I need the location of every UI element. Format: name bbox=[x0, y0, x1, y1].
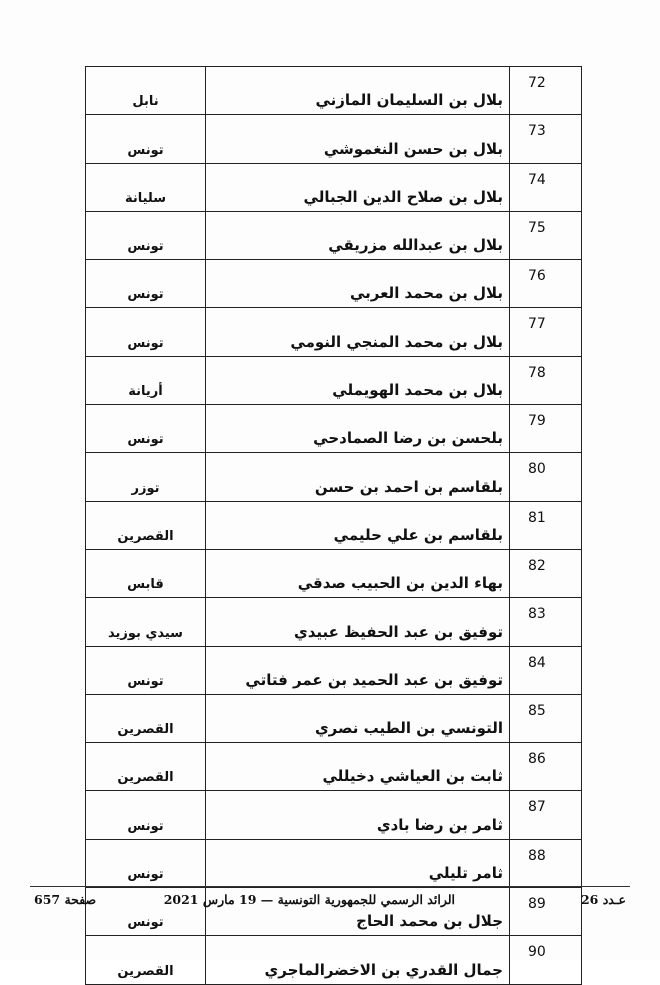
name-cell: بلال بن السليمان المازني bbox=[206, 67, 510, 115]
row-number-cell: 74 bbox=[510, 163, 582, 211]
name-cell: ثامر بن رضا بادي bbox=[206, 791, 510, 839]
city-cell: تونس bbox=[86, 888, 206, 936]
row-number-cell: 73 bbox=[510, 115, 582, 163]
name-cell: توفيق بن عبد الحفيظ عبيدي bbox=[206, 598, 510, 646]
row-number-cell: 78 bbox=[510, 356, 582, 404]
row-number-cell: 89 bbox=[510, 888, 582, 936]
row-number-cell: 72 bbox=[510, 67, 582, 115]
table-row bbox=[86, 791, 582, 839]
names-table bbox=[85, 66, 582, 985]
row-number-cell: 87 bbox=[510, 791, 582, 839]
table-row bbox=[86, 356, 582, 404]
city-cell: تونس bbox=[86, 646, 206, 694]
city-cell: تونس bbox=[86, 308, 206, 356]
city-cell: تونس bbox=[86, 115, 206, 163]
table-row bbox=[86, 308, 582, 356]
table-row bbox=[86, 694, 582, 742]
city-cell: تونس bbox=[86, 405, 206, 453]
row-number-cell: 90 bbox=[510, 936, 582, 984]
name-cell: ثابت بن العياشي دخيللي bbox=[206, 743, 510, 791]
city-cell: نابل bbox=[86, 67, 206, 115]
name-cell: بلحسن بن رضا الصمادحي bbox=[206, 405, 510, 453]
table-row bbox=[86, 163, 582, 211]
table-row bbox=[86, 453, 582, 501]
name-cell: بلال بن محمد الهويملي bbox=[206, 356, 510, 404]
row-number-cell: 83 bbox=[510, 598, 582, 646]
name-cell: بلال بن عبدالله مزريقي bbox=[206, 211, 510, 259]
city-cell: القصرين bbox=[86, 694, 206, 742]
table-row bbox=[86, 743, 582, 791]
name-cell: بلقاسم بن علي حليمي bbox=[206, 501, 510, 549]
name-cell: بلال بن حسن النغموشي bbox=[206, 115, 510, 163]
name-cell: بلال بن محمد المنجي النومي bbox=[206, 308, 510, 356]
footer-divider bbox=[30, 886, 630, 887]
name-cell: جمال القدري بن الاخضرالماجري bbox=[206, 936, 510, 984]
table-row bbox=[86, 646, 582, 694]
row-number-cell: 79 bbox=[510, 405, 582, 453]
row-number-cell: 76 bbox=[510, 260, 582, 308]
city-cell: القصرين bbox=[86, 936, 206, 984]
name-cell: ثامر تليلي bbox=[206, 839, 510, 887]
row-number-cell: 80 bbox=[510, 453, 582, 501]
table-row bbox=[86, 260, 582, 308]
publication-line bbox=[163, 892, 455, 907]
table-row bbox=[86, 549, 582, 597]
row-number-cell: 88 bbox=[510, 839, 582, 887]
city-cell: تونس bbox=[86, 260, 206, 308]
table-row bbox=[86, 598, 582, 646]
city-cell: تونس bbox=[86, 839, 206, 887]
name-cell: بلقاسم بن احمد بن حسن bbox=[206, 453, 510, 501]
row-number-cell: 85 bbox=[510, 694, 582, 742]
name-cell: التونسي بن الطيب نصري bbox=[206, 694, 510, 742]
city-cell: توزر bbox=[86, 453, 206, 501]
city-cell: أريانة bbox=[86, 356, 206, 404]
city-cell: القصرين bbox=[86, 501, 206, 549]
city-cell: تونس bbox=[86, 791, 206, 839]
city-cell: تونس bbox=[86, 211, 206, 259]
table-row bbox=[86, 115, 582, 163]
name-cell: جلال بن محمد الحاج bbox=[206, 888, 510, 936]
row-number-cell: 86 bbox=[510, 743, 582, 791]
name-cell: بلال بن محمد العربي bbox=[206, 260, 510, 308]
name-cell: توفيق بن عبد الحميد بن عمر فتاتي bbox=[206, 646, 510, 694]
row-number-cell: 82 bbox=[510, 549, 582, 597]
table-row bbox=[86, 405, 582, 453]
name-cell: بهاء الدين بن الحبيب صدقي bbox=[206, 549, 510, 597]
row-number-cell: 75 bbox=[510, 211, 582, 259]
publication-dash: — bbox=[260, 892, 274, 907]
issue-number: عـدد 26 bbox=[580, 892, 626, 907]
table-row bbox=[86, 211, 582, 259]
table-row bbox=[86, 501, 582, 549]
city-cell: سليانة bbox=[86, 163, 206, 211]
table-row bbox=[86, 67, 582, 115]
row-number-cell: 77 bbox=[510, 308, 582, 356]
row-number-cell: 84 bbox=[510, 646, 582, 694]
city-cell: القصرين bbox=[86, 743, 206, 791]
publication-date: 19 مارس 2021 bbox=[163, 892, 257, 907]
names-table-body bbox=[86, 67, 582, 985]
city-cell: سيدي بوزيد bbox=[86, 598, 206, 646]
name-cell: بلال بن صلاح الدين الجبالي bbox=[206, 163, 510, 211]
row-number-cell: 81 bbox=[510, 501, 582, 549]
publication-name: الرائد الرسمي للجمهورية التونسية bbox=[277, 892, 455, 907]
city-cell: قابس bbox=[86, 549, 206, 597]
page-number: صفحة 657 bbox=[34, 892, 97, 907]
table-row bbox=[86, 839, 582, 887]
